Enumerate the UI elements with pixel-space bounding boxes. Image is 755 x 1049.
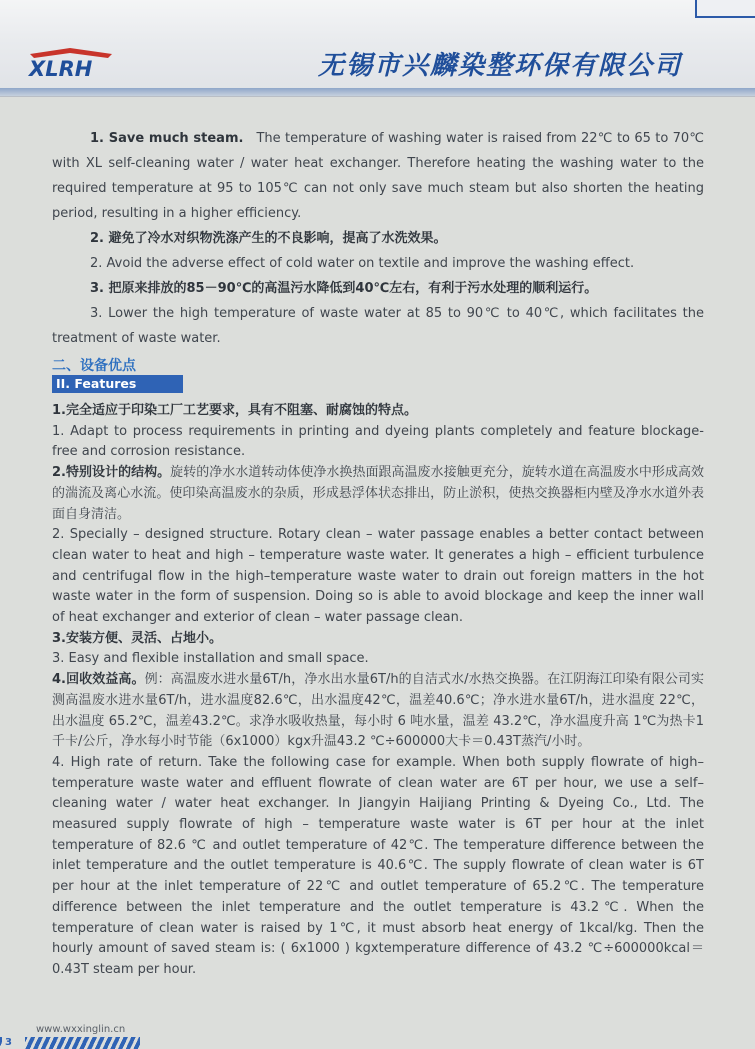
feature-2-en: 2. Specially – designed structure. Rotary clean – water passage enables a better contact between clean water to heat and high – temperature waste water. It generates a high – efficient turbulence and centrifugal flow in the high–temperature waste water to drain out foreign matters in the hot waste water in the form of suspension. Doing so is able to avoid blockage and keep the inner wall of heat exchanger and exterior of clean – water passage clean.	[52, 527, 704, 626]
company-logo	[26, 46, 118, 80]
footer-url: www.wxxinglin.cn	[36, 1024, 126, 1035]
section-title-cn: 二、设备优点	[52, 358, 136, 374]
feature-3-en: 3. Easy and flexible installation and small space.	[52, 651, 369, 667]
header-bar	[0, 88, 755, 96]
main-content	[52, 126, 704, 981]
page-number: 3	[2, 1036, 25, 1049]
intro-paragraph-1	[52, 126, 704, 226]
intro-p3-en: 3. Lower the high temperature of waste water at 85 to 90℃ to 40℃, which facilitates the treatment of waste water.	[52, 306, 704, 346]
page-header	[0, 0, 755, 97]
feature-4-cn-text: 例：高温废水进水量6T/h，净水出水量6T/h的自洁式水/水热交换器。在江阴海江印染有限公司实测高温废水进水量6T/h，进水温度82.6℃，出水温度42℃，温差40.6℃；净水进水量6T/h，进水温度 22℃，出水温度 65.2℃，温差43.2℃。求净水吸收热量，每小时 6 吨水量，温差 43.2℃，净水温度升高 1℃为热卡1千卡/公斤，净水每小时节能（6x1000）kgx升温43.2 ℃÷600000大卡＝0.43T蒸汽/小时。	[52, 672, 704, 750]
section-title-en: II. Features	[52, 375, 183, 393]
feature-4-cn	[52, 670, 704, 753]
intro-p2-cn: 2. 避免了冷水对织物洗涤产生的不良影响，提高了水洗效果。	[90, 231, 447, 246]
feature-1-en: 1. Adapt to process requirements in printing and dyeing plants completely and feature blockage-free and corrosion resistance.	[52, 423, 704, 460]
logo-text: XLRH	[29, 57, 93, 80]
intro-p3-cn: 3. 把原来排放的85－90℃的高温污水降低到40℃左右，有利于污水处理的顺利运行。	[90, 281, 598, 296]
corner-frame	[695, 0, 755, 18]
feature-2-cn-heading: 2.特别设计的结构。	[52, 465, 171, 481]
feature-1-cn: 1.完全适应于印染工厂工艺要求，具有不阻塞、耐腐蚀的特点。	[52, 403, 417, 418]
feature-3-cn: 3.安装方便、灵活、占地小。	[52, 630, 222, 646]
feature-2-cn-text: 旋转的净水水道转动体使净水换热面跟高温废水接触更充分，旋转水道在高温废水中形成高效的湍流及离心水流。使印染高温废水的杂质，形成悬浮体状态排出，防止淤积，使热交换器柜内壁及净水水道外表面自身清洁。	[52, 465, 704, 522]
feature-4-en: 4. High rate of return. Take the following case for example. When both supply flowrate of high–temperature waste water and effluent flowrate of clean water are 6T per hour, we use a self–cleaning water / water heat exchanger. In Jiangyin Haijiang Printing & Dyeing Co., Ltd. The measured supply flowrate of high – temperature waste water is 6T per hour at the inlet temperature of 82.6 ℃ and outlet temperature of 42℃. The temperature difference between the inlet temperature and the outlet temperature is 40.6℃. The supply flowrate of clean water is 6T per hour at the inlet temperature of 22℃ and outlet temperature of 65.2℃. The temperature difference between the inlet temperature and the outlet temperature is 43.2℃. When the temperature of clean water is raised by 1℃, it must absorb heat energy of 1kcal/kg. Then the hourly amount of saved steam is: ( 6x1000 ) kgxtemperature difference of 43.2 ℃÷600000kcal＝0.43T steam per hour.	[52, 754, 704, 977]
company-name: 无锡市兴麟染整环保有限公司	[318, 51, 683, 81]
intro-p1-heading: 1. Save much steam.	[90, 131, 244, 146]
feature-2-cn	[52, 463, 704, 525]
intro-p1-text: The temperature of washing water is raised from 22℃ to 65 to 70℃ with XL self-cleaning water / water heat exchanger. Therefore heating the washing water to the required temperature at 95 to 105℃ can not only save much steam but also shorten the heating period, resulting in a higher efficiency.	[52, 131, 704, 221]
intro-p2-en: 2. Avoid the adverse effect of cold water on textile and improve the washing effect.	[90, 256, 635, 271]
feature-4-cn-heading: 4.回收效益高。	[52, 672, 145, 688]
